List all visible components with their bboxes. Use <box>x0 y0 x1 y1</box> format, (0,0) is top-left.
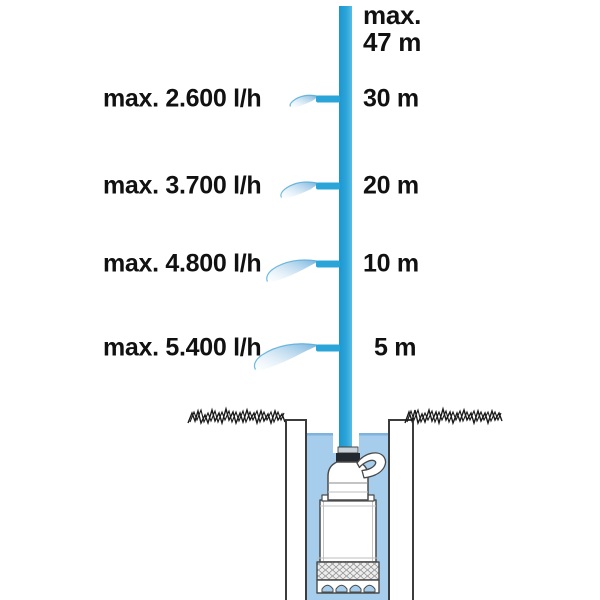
water-spray-icon-20m <box>281 182 317 199</box>
well-wall-right <box>389 420 413 600</box>
max-head-label-line1: max. <box>363 0 422 30</box>
pipe-outlet-10m <box>316 261 340 268</box>
height-label-10m: 10 m <box>363 249 419 278</box>
flow-label-5m: max. 5.400 l/h <box>103 333 262 362</box>
max-head-label <box>363 2 421 56</box>
water-spray-icon-10m <box>266 260 317 283</box>
water-spray-icon-30m <box>290 95 317 108</box>
pipe-outlet-5m <box>316 345 340 352</box>
flow-label-30m: max. 2.600 l/h <box>103 84 262 113</box>
well-wall-left <box>286 420 306 600</box>
pump-body <box>320 500 376 562</box>
pipe-outlet-20m <box>316 183 340 190</box>
height-label-5m: 5 m <box>374 333 417 362</box>
pump-fitting-dark <box>336 453 360 462</box>
flow-label-10m: max. 4.800 l/h <box>103 249 262 278</box>
pipe-outlet-30m <box>316 96 340 103</box>
height-label-30m: 30 m <box>363 84 419 113</box>
pump-top-housing <box>328 462 368 500</box>
max-head-label-line2: 47 m <box>363 27 422 57</box>
water-spray-icon-5m <box>254 344 317 372</box>
height-label-20m: 20 m <box>363 171 419 200</box>
pump-fitting-collar <box>338 447 358 453</box>
pipe-outlets <box>316 96 340 352</box>
riser-pipe <box>339 6 352 452</box>
flow-label-20m: max. 3.700 l/h <box>103 171 262 200</box>
pump-intake-mesh <box>317 562 379 580</box>
